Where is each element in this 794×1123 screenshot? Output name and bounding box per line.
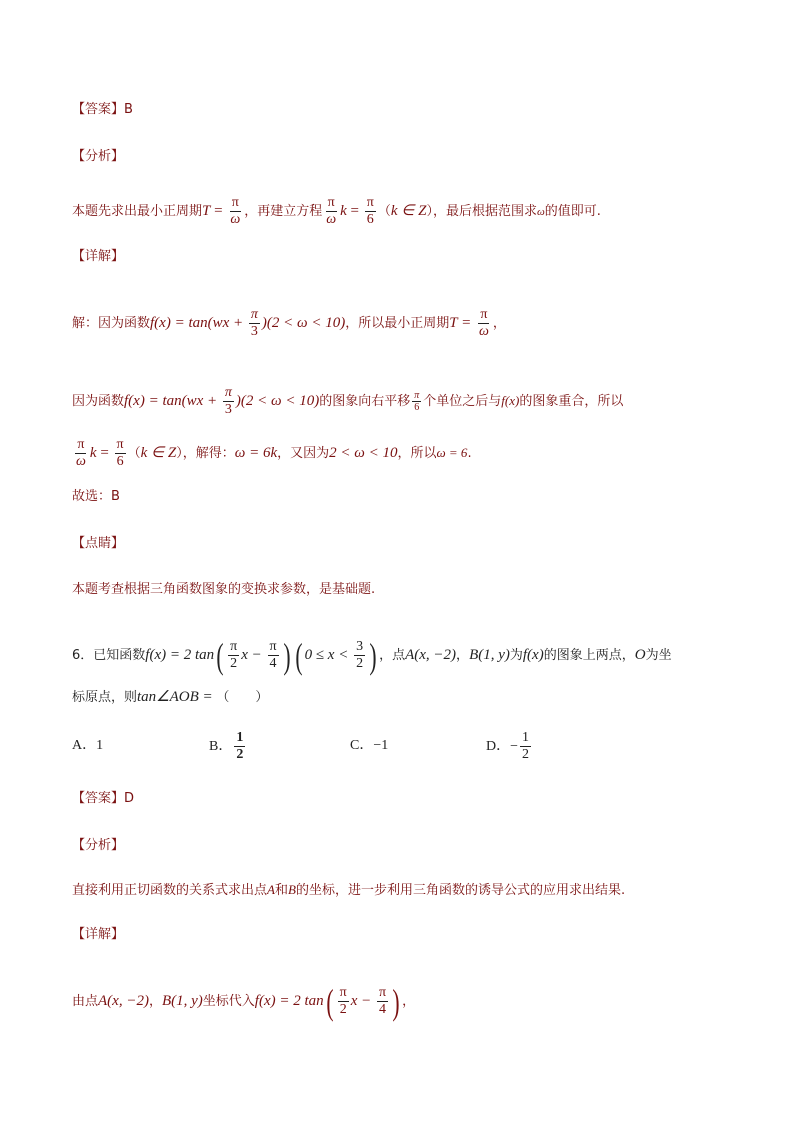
text: 为坐: [645, 648, 672, 663]
math-omega: ω: [536, 206, 545, 218]
analysis-text-1: [72, 195, 734, 228]
math-point-B: B(1, y): [161, 993, 203, 1009]
text: 由点: [72, 994, 99, 1009]
math-T: T: [202, 203, 211, 219]
text: 直接利用正切函数的关系式求出点: [72, 883, 268, 898]
fraction-pi-4: $\frac{\pi}{4}$: [379, 985, 387, 1017]
comment-text: 本题考查根据三角函数图象的变换求参数，是基础题.: [72, 582, 376, 597]
math-tan-AOB: tan∠AOB =: [137, 689, 217, 705]
math-point-A: A(x, −2): [405, 647, 457, 663]
math-k: k: [89, 445, 97, 461]
math-x: x −: [241, 647, 266, 663]
paren-right: ): [282, 635, 291, 676]
math-eq: =: [96, 445, 113, 461]
math-kinZ: k ∈ Z: [390, 203, 427, 219]
paren-left: (: [294, 635, 303, 676]
text: ）: [426, 204, 433, 219]
text: 的图象上两点，: [543, 648, 635, 663]
text: ）: [176, 446, 183, 461]
text: ，: [402, 994, 416, 1009]
detail-line-3: [72, 437, 734, 470]
fraction-pi-3: $\frac{\pi}{3}$: [250, 307, 258, 339]
fraction-pi-2: $\frac{\pi}{2}$: [230, 639, 238, 671]
analysis-heading-2: 【分析】: [72, 838, 125, 853]
answer-label-1: 【答案】B: [72, 102, 133, 117]
fraction-1-2: $\frac{1}{2}$: [522, 730, 530, 762]
detail-heading-1: 【详解】: [72, 249, 125, 264]
math-point-A: A(x, −2): [98, 993, 149, 1009]
math-fx: f(x) = 2 tan: [254, 993, 324, 1009]
fraction-pi-six-small: $\frac{\pi}{6}$: [414, 390, 420, 413]
fraction-pi-3: $\frac{\pi}{3}$: [224, 385, 232, 417]
text: 个单位之后与: [423, 394, 502, 409]
option-C[interactable]: C．−1: [350, 738, 389, 753]
text: ，再建立方程: [244, 204, 323, 219]
math-range: )(2 < ω < 10): [261, 315, 346, 331]
math-A: A: [267, 882, 275, 897]
text: ，解得：: [182, 446, 235, 461]
math-x: x −: [350, 993, 376, 1009]
text: ，所以: [397, 446, 437, 461]
paren-right: ): [392, 981, 400, 1022]
text: ，: [492, 316, 506, 331]
option-A[interactable]: A．1: [72, 738, 104, 753]
math-O: O: [634, 647, 646, 663]
analysis-heading-1: 【分析】: [72, 149, 125, 164]
detail-line-s2: [72, 981, 734, 1022]
math-fx: f(x) = tan(wx +: [150, 315, 247, 331]
text: 因为函数: [72, 394, 125, 409]
text: （: [377, 204, 391, 219]
math-eq: =: [210, 203, 227, 219]
comment-heading: 【点睛】: [72, 536, 125, 551]
math-result: ω = 6: [436, 445, 468, 460]
text: 为: [509, 648, 523, 663]
fraction-3-2: $\frac{3}{2}$: [356, 639, 364, 671]
fraction-pi-4: $\frac{\pi}{4}$: [269, 639, 277, 671]
fraction-pi-omega: $\frac{\pi}{\omega}$: [230, 195, 241, 227]
math-fx2: f(x): [501, 393, 520, 408]
text: 的值即可.: [544, 204, 601, 219]
text: （: [127, 446, 141, 461]
text: ，又因为: [277, 446, 330, 461]
option-D[interactable]: D．− $\frac{1}{2}$: [486, 730, 530, 762]
math-range: 2 < ω < 10: [329, 445, 398, 461]
fraction-pi-omega: $\frac{\pi}{\omega}$: [326, 195, 337, 227]
math-k: k: [340, 203, 347, 219]
text: ，点: [379, 648, 406, 663]
math-B: B: [287, 882, 296, 897]
text: （ ）: [216, 690, 269, 705]
text: ，: [456, 648, 470, 663]
question-6-line-2: [72, 687, 734, 708]
detail-heading-2: 【详解】: [72, 927, 125, 942]
question-6-options: [72, 730, 734, 766]
math-fx: f(x) = 2 tan: [145, 647, 215, 663]
text: ，所以最小正周期: [345, 316, 450, 331]
fraction-pi-omega: $\frac{\pi}{\omega}$: [478, 307, 489, 339]
choose-line: 故选：B: [72, 489, 120, 504]
fraction-pi-six: $\frac{\pi}{6}$: [116, 437, 124, 469]
text: ，最后根据范围求: [432, 204, 537, 219]
math-domain: 0 ≤ x <: [304, 647, 353, 663]
text: 本题先求出最小正周期: [72, 204, 203, 219]
paren-right: ): [369, 635, 377, 676]
fraction-pi-omega: $\frac{\pi}{\omega}$: [76, 437, 86, 469]
fraction-1-2: $\frac{1}{2}$: [236, 730, 244, 762]
text: .: [467, 446, 472, 461]
question-6-line-1: [72, 635, 734, 676]
detail-line-2: [72, 385, 734, 418]
math-fx2: f(x): [522, 647, 544, 663]
fraction-pi-six: $\frac{\pi}{6}$: [366, 195, 374, 227]
math-solution: ω = 6k: [234, 445, 278, 461]
text: ，: [148, 994, 162, 1009]
text: 的图象向右平移: [319, 394, 411, 409]
detail-line-1: [72, 307, 734, 340]
text: 6．已知函数: [72, 648, 146, 663]
math-eq: =: [346, 203, 363, 219]
option-B[interactable]: B． $\frac{1}{2}$: [209, 730, 244, 762]
math-range: )(2 < ω < 10): [235, 393, 320, 409]
fraction-pi-2: $\frac{\pi}{2}$: [339, 985, 347, 1017]
math-point-B: B(1, y): [469, 647, 510, 663]
text: 解：因为函数: [72, 316, 151, 331]
text: 的图象重合，所以: [519, 394, 624, 409]
paren-left: (: [326, 981, 334, 1022]
text: 标原点，则: [72, 690, 138, 705]
paren-left: (: [216, 635, 224, 676]
text: 坐标代入: [202, 994, 255, 1009]
answer-label-2: 【答案】D: [72, 791, 135, 806]
text: 的坐标，进一步利用三角函数的诱导公式的应用求出结果.: [295, 883, 626, 898]
analysis-text-2: [72, 880, 734, 901]
math-fx: f(x) = tan(wx +: [124, 393, 221, 409]
math-kinZ: k ∈ Z: [140, 445, 177, 461]
text: 和: [274, 883, 288, 898]
math-T: T =: [449, 315, 475, 331]
